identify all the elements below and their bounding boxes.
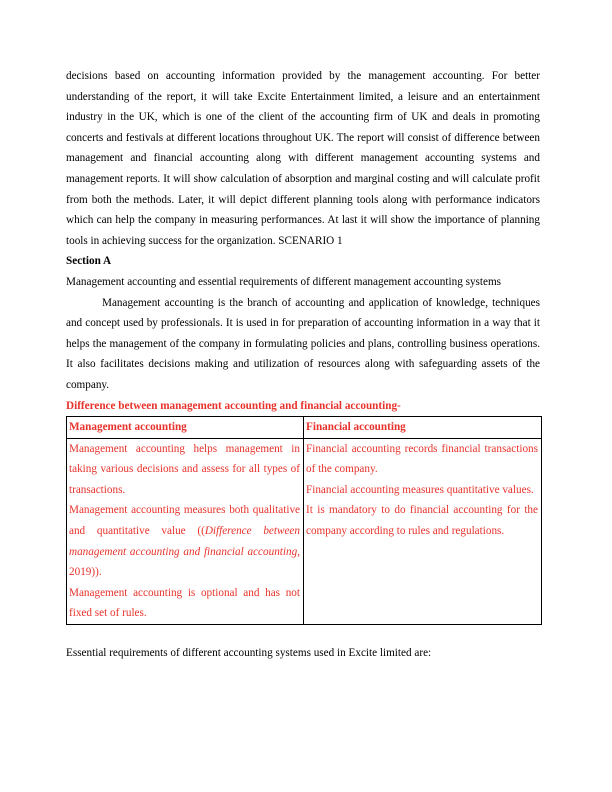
intro-paragraph: decisions based on accounting information provided by the management accounting. For better understanding of the report, it will take Excite Entertainment limited, a leisure and an entertainment industry in the UK, which is one of the client of the accounting firm of UK and deals in promoting concerts and festivals at different locations throughout UK. The report will consist of difference between management and financial accounting along with different management accounting systems and management reports. It will show calculation of absorption and marginal costing and will calculate profit from both the methods. Later, it will depict different planning tools along with performance indicators which can help the company in measuring performances. At last it will show the importance of planning tools in achieving success for the organization. SCENARIO 1: [66, 70, 540, 247]
management-point-3: Management accounting is optional and has not fixed set of rules.: [69, 586, 300, 620]
financial-accounting-cell: [304, 438, 542, 624]
spacer: [66, 625, 540, 643]
section-a-title: Section A: [66, 255, 112, 268]
difference-heading: Difference between management accounting and financial accounting-: [66, 399, 401, 412]
table-header-management: Management accounting: [67, 417, 304, 439]
management-point-2-citation: Difference between management accounting and financial accounting: [69, 525, 300, 558]
table-row: [67, 438, 542, 624]
management-point-2-suffix: , 2019)).: [69, 545, 300, 579]
page-content: [66, 66, 540, 664]
table-header-row: [67, 417, 542, 439]
management-point-2: [69, 500, 300, 582]
comparison-table: [66, 416, 542, 625]
table-header-financial: Financial accounting: [304, 417, 542, 439]
management-accounting-cell: [67, 438, 304, 624]
closing-paragraph: Essential requirements of different accounting systems used in Excite limited are:: [66, 647, 432, 660]
financial-point-2: Financial accounting measures quantitative values.: [306, 483, 534, 496]
section-a-subtitle: Management accounting and essential requirements of different management accounting systems: [66, 275, 502, 288]
management-point-2-text: Management accounting measures both qualitative and quantitative value ((: [69, 504, 300, 538]
financial-point-1: Financial accounting records financial transactions of the company.: [306, 442, 538, 476]
management-accounting-paragraph: Management accounting is the branch of accounting and application of knowledge, techniques and concept used by professionals. It is used in for preparation of accounting information in a way that it helps the management of the company in formulating policies and plans, controlling business operations. It also facilitates decisions making and utilization of resources along with safeguarding assets of the company.: [66, 296, 540, 391]
management-point-1: Management accounting helps management in taking various decisions and assess for all types of transactions.: [69, 442, 300, 496]
financial-point-3: It is mandatory to do financial accounting for the company according to rules and regulations.: [306, 504, 538, 538]
